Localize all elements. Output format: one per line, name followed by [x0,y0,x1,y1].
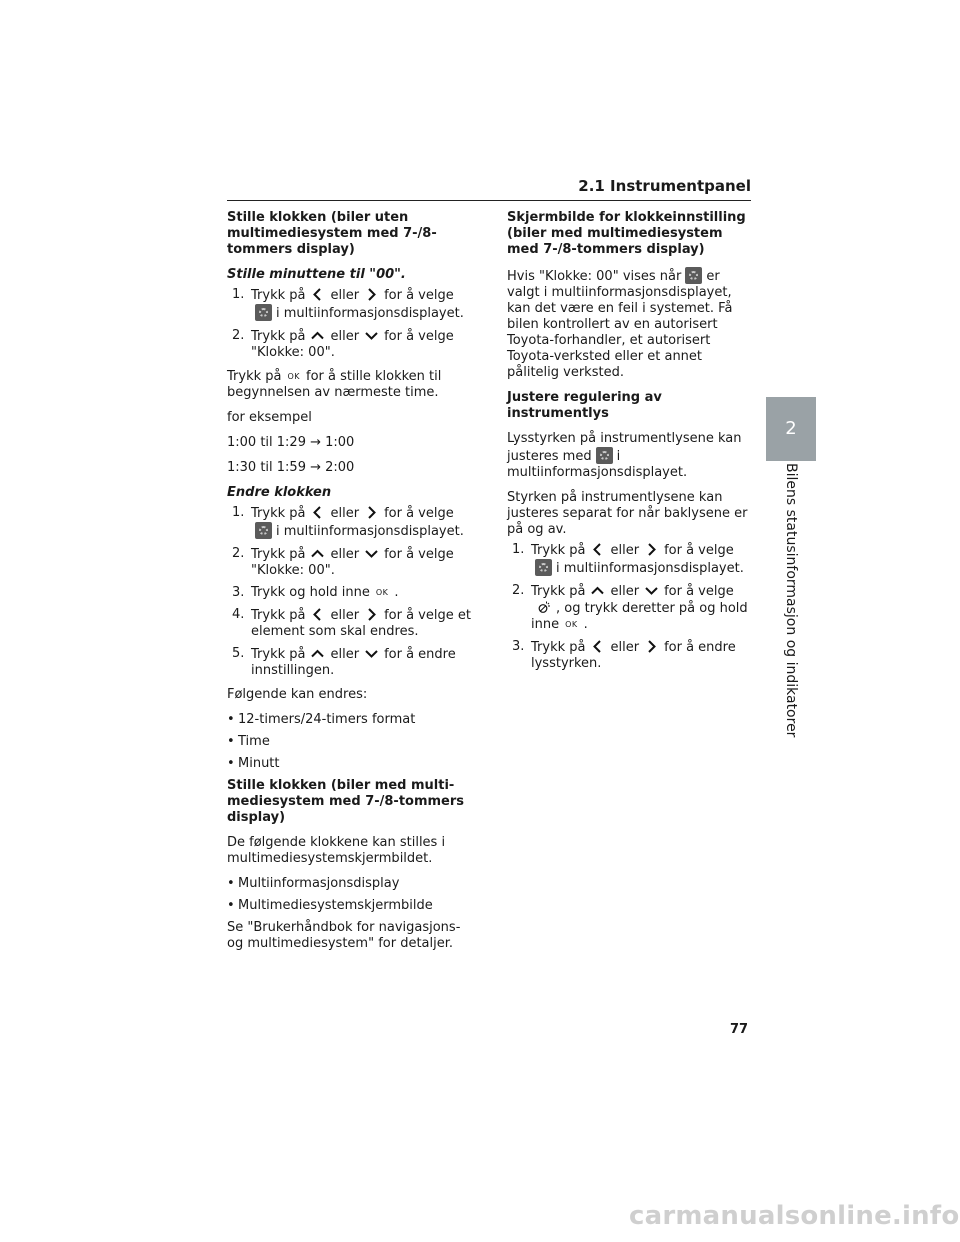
list-item: • Time [227,734,475,750]
paragraph: Hvis "Klokke: 00" vises når er valgt i multiinformasjonsdisplayet, kan det være en feil i systemet. Få bilen kontrollert av en autorisert Toyota-forhandler, et autorisert Toyota-verksted eller et annet pålitelig verksted. [507,269,733,380]
step-item: 1. Trykk på eller for å velgei multiinformasjonsdisplayet. [232,287,464,321]
steps-instrument-light [512,542,755,672]
chevron-left-icon [310,505,325,520]
settings-gear-icon [255,304,272,321]
step-item: 1. Trykk på eller for å velgei multiinformasjonsdisplayet. [512,542,744,576]
section-heading-clock-screen: Skjermbilde for klokkeinnstilling (biler med multimediesystem med 7-/8-tommers display) [507,210,746,257]
ok-button-icon: OK [565,620,578,629]
step-item: 1. Trykk på eller for å velgei multiinformasjonsdisplayet. [232,505,464,539]
step-item: 3. Trykk på eller for å endre lysstyrken. [512,639,736,671]
watermark: carmanualsonline.info [629,1201,960,1231]
settings-gear-icon [255,522,272,539]
subheading-set-minutes: Stille minuttene til "00". [227,267,406,282]
brightness-icon [536,600,551,615]
chapter-title: Bilens statusinformasjon og indikatorer [783,463,799,738]
chevron-down-icon [364,646,379,661]
chevron-left-icon [590,542,605,557]
settings-gear-icon [685,267,702,284]
chevron-down-icon [644,583,659,598]
paragraph: Se "Brukerhåndbok for navigasjons- og multimediesystem" for detaljer. [227,920,461,951]
chevron-up-icon [310,328,325,343]
step-item: 2. Trykk på eller for å velge "Klokke: 00". [232,546,454,578]
subheading-change-clock: Endre klokken [227,485,332,500]
section-heading-set-clock-multimedia: Stille klokken (biler med multi-mediesystem med 7-/8-tommers display) [227,778,465,825]
chevron-left-icon [310,287,325,302]
section-heading-set-clock-no-multimedia: Stille klokken (biler uten multimediesystem med 7-/8-tommers display) [227,210,437,257]
bullet-list [227,712,475,772]
steps-change-clock [232,505,475,679]
settings-gear-icon [535,559,552,576]
chevron-right-icon [644,542,659,557]
step-item: 2. Trykk på eller for å velge "Klokke: 00". [232,328,454,360]
subheading-instrument-light: Justere regulering av instrumentlys [507,390,662,421]
page-header [227,172,751,201]
chevron-up-icon [590,583,605,598]
chevron-right-icon [364,287,379,302]
chapter-number: 2 [785,418,797,439]
left-column [227,210,475,961]
chevron-right-icon [364,505,379,520]
paragraph: 1:00 til 1:29 → 1:00 [227,435,355,450]
paragraph: De følgende klokkene kan stilles i multimediesystemskjermbildet. [227,835,446,866]
chevron-right-icon [364,607,379,622]
chevron-up-icon [310,546,325,561]
step-item: 5. Trykk på eller for å endre innstillingen. [232,646,456,678]
list-item: • Minutt [227,756,475,772]
page-number: 77 [730,1022,749,1037]
chevron-left-icon [590,639,605,654]
chevron-down-icon [364,546,379,561]
settings-gear-icon [596,447,613,464]
steps-set-minutes [232,287,475,361]
chevron-down-icon [364,328,379,343]
chevron-left-icon [310,607,325,622]
step-item: 3. Trykk og hold inne OK . [232,585,399,600]
step-item: 4. Trykk på eller for å velge et element som skal endres. [232,607,471,639]
right-column [507,210,755,680]
chapter-tab [766,397,816,461]
paragraph: Lysstyrken på instrumentlysene kan justeres med i multiinformasjonsdisplayet. [507,431,742,480]
chevron-right-icon [644,639,659,654]
ok-button-icon: OK [375,588,389,597]
paragraph: Styrken på instrumentlysene kan justeres separat for når baklysene er på og av. [507,490,748,537]
paragraph: Trykk på OK for å stille klokken til begynnelsen av nærmeste time. [227,369,442,400]
ok-button-icon: OK [287,372,301,381]
paragraph: 1:30 til 1:59 → 2:00 [227,460,355,475]
list-item: • 12-timers/24-timers format [227,712,475,728]
paragraph: for eksempel [227,410,312,425]
list-item: • Multiinformasjonsdisplay [227,876,475,892]
list-item: • Multimediesystemskjermbilde [227,898,475,914]
chevron-up-icon [310,646,325,661]
paragraph: Følgende kan endres: [227,687,368,702]
step-item: 2. Trykk på eller for å velge , og trykk deretter på og hold inne OK . [512,583,748,632]
section-title: 2.1 Instrumentpanel [578,177,751,195]
bullet-list [227,876,475,914]
